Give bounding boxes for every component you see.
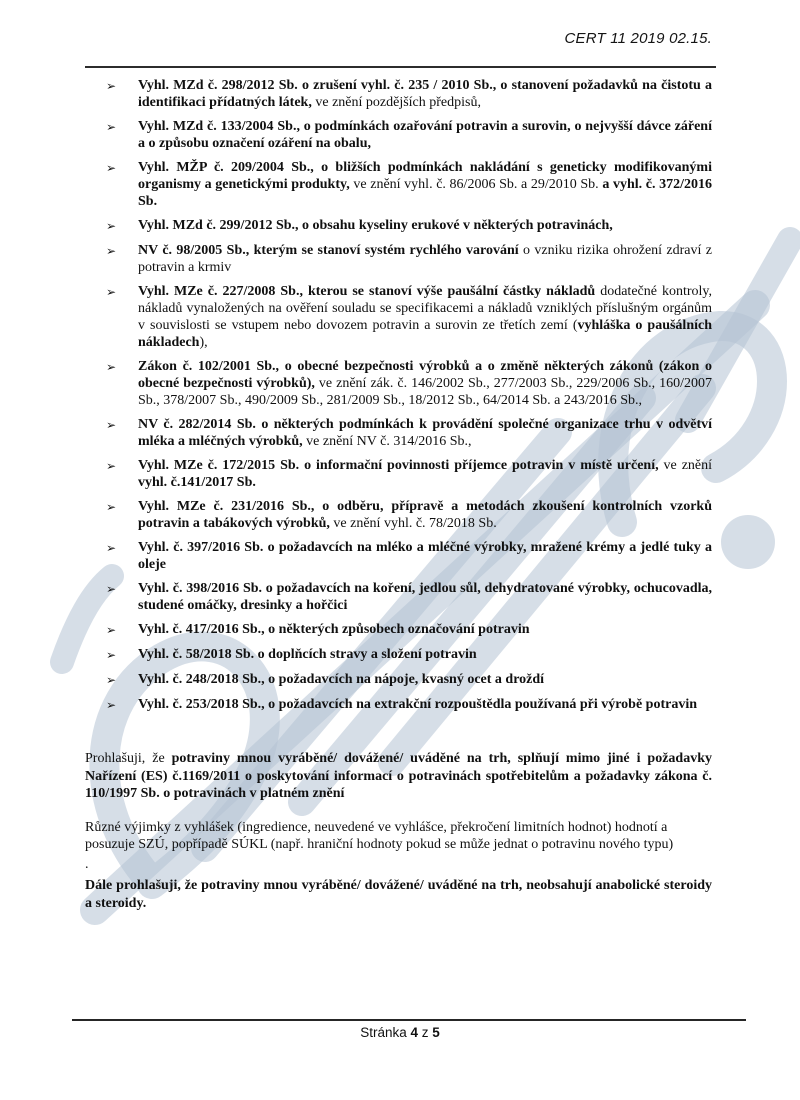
list-item bbox=[85, 498, 712, 532]
regulation-text: Vyhl. MZd č. 133/2004 Sb., o podmínkách ozařování potravin a surovin, o nejvyšší dávce záření a o způsobu označení ozáření na obalu, bbox=[138, 119, 712, 151]
arrowhead-right-icon: ➢ bbox=[106, 673, 117, 687]
regulation-text: Vyhl. MZe č. 227/2008 Sb., kterou se stanoví výše paušální částky nákladů dodatečné kontroly, nákladů vynaložených na ověření souladu se specifikacemi a nákladů vzniklých příslušným orgánům v souvislosti se vstupem nebo dovozem potravin a surovin ze třetích zemí (vyhláška o paušálních nákladech), bbox=[138, 284, 713, 350]
regulation-text: Vyhl. č. 58/2018 Sb. o doplňcích stravy a složení potravin bbox=[138, 647, 477, 662]
regulation-text: Vyhl. č. 248/2018 Sb., o požadavcích na nápoje, kvasný ocet a droždí bbox=[138, 672, 545, 687]
footer-total-pages: 5 bbox=[432, 1025, 440, 1040]
regulation-text: Vyhl. č. 397/2016 Sb. o požadavcích na mléko a mléčné výrobky, mražené krémy a jedlé tuky a oleje bbox=[138, 540, 712, 572]
declaration-paragraph: Dále prohlašuji, že potraviny mnou vyráběné/ dovážené/ uváděné na trh, neobsahují anabolické steroidy a steroidy. bbox=[85, 878, 712, 911]
regulation-list bbox=[85, 77, 712, 714]
list-item bbox=[85, 283, 712, 351]
footer-divider bbox=[72, 1019, 746, 1021]
list-item bbox=[85, 457, 712, 491]
arrowhead-right-icon: ➢ bbox=[106, 418, 117, 432]
footer-of-word: z bbox=[421, 1025, 429, 1040]
arrowhead-right-icon: ➢ bbox=[106, 219, 117, 233]
declaration-paragraph: . bbox=[85, 856, 89, 872]
list-item bbox=[85, 358, 712, 409]
list-item bbox=[85, 217, 712, 235]
list-item bbox=[85, 242, 712, 276]
arrowhead-right-icon: ➢ bbox=[106, 79, 117, 93]
arrowhead-right-icon: ➢ bbox=[106, 698, 117, 712]
regulation-text: Zákon č. 102/2001 Sb., o obecné bezpečnosti výrobků a o změně některých zákonů (zákon o obecné bezpečnosti výrobků), ve znění zák. č. 146/2002 Sb., 277/2003 Sb., 229/2006 Sb., 160/2007 Sb., 378/2007 Sb., 490/2009 Sb., 281/2009 Sb., 18/2012 Sb., 64/2014 Sb. a 243/2016 Sb., bbox=[138, 359, 712, 408]
regulation-text: Vyhl. č. 417/2016 Sb., o některých způsobech označování potravin bbox=[138, 622, 530, 637]
list-item bbox=[85, 118, 712, 152]
arrowhead-right-icon: ➢ bbox=[106, 459, 117, 473]
arrowhead-right-icon: ➢ bbox=[106, 623, 117, 637]
header-divider bbox=[85, 66, 716, 68]
list-item bbox=[85, 539, 712, 573]
list-item bbox=[85, 159, 712, 210]
list-item bbox=[85, 580, 712, 614]
list-item bbox=[85, 77, 712, 111]
arrowhead-right-icon: ➢ bbox=[106, 161, 117, 175]
arrowhead-right-icon: ➢ bbox=[106, 582, 117, 596]
regulation-text: Vyhl. č. 253/2018 Sb., o požadavcích na extrakční rozpouštědla používaná při výrobě potravin bbox=[138, 697, 698, 712]
regulation-text: Vyhl. MZd č. 298/2012 Sb. o zrušení vyhl. č. 235 / 2010 Sb., o stanovení požadavků na čistotu a identifikaci přídatných látek, ve znění pozdějších předpisů, bbox=[138, 78, 712, 110]
arrowhead-right-icon: ➢ bbox=[106, 120, 117, 134]
regulation-text: Vyhl. MZe č. 231/2016 Sb., o odběru, přípravě a metodách zkoušení kontrolních vzorků potravin a tabákových výrobků, ve znění vyhl. č. 78/2018 Sb. bbox=[138, 499, 712, 531]
arrowhead-right-icon: ➢ bbox=[106, 360, 117, 374]
regulation-text: NV č. 282/2014 Sb. o některých podmínkách k provádění společné organizace trhu v odvětví mléka a mléčných výrobků, ve znění NV č. 314/2016 Sb., bbox=[138, 417, 712, 449]
list-item bbox=[85, 646, 712, 664]
declaration-paragraph: Prohlašuji, že potraviny mnou vyráběné/ dovážené/ uváděné na trh, splňují mimo jiné i požadavky Nařízení (ES) č.1169/2011 o poskytování informací o potravinách spotřebitelům a požadavky zákona č. 110/1997 Sb. o potravinách v platném znění bbox=[85, 751, 712, 801]
footer-label: Stránka bbox=[360, 1025, 407, 1040]
list-item bbox=[85, 621, 712, 639]
regulation-text: Vyhl. MZe č. 172/2015 Sb. o informační povinnosti příjemce potravin v místě určení, ve znění vyhl. č.141/2017 Sb. bbox=[138, 458, 713, 490]
list-item bbox=[85, 671, 712, 689]
list-item bbox=[85, 416, 712, 450]
footer-current-page: 4 bbox=[410, 1025, 418, 1040]
list-item bbox=[85, 696, 712, 714]
arrowhead-right-icon: ➢ bbox=[106, 648, 117, 662]
regulation-text: Vyhl. MZd č. 299/2012 Sb., o obsahu kyseliny erukové v některých potravinách, bbox=[138, 218, 613, 233]
declaration-paragraph: Různé výjimky z vyhlášek (ingredience, neuvedené ve vyhlášce, překročení limitních hodnot) hodnotí a posuzuje SZÚ, popřípadě SÚKL (např. hraniční hodnoty pokud se může jednat o potravinu nového typu) bbox=[85, 819, 674, 852]
regulation-text: Vyhl. č. 398/2016 Sb. o požadavcích na koření, jedlou sůl, dehydratované výrobky, ochucovadla, studené omáčky, dresinky a hořčici bbox=[138, 581, 712, 613]
declaration-paragraphs bbox=[85, 750, 712, 912]
arrowhead-right-icon: ➢ bbox=[106, 285, 117, 299]
arrowhead-right-icon: ➢ bbox=[106, 500, 117, 514]
document-code: CERT 11 2019 02.15. bbox=[564, 30, 712, 47]
regulation-text: Vyhl. MŽP č. 209/2004 Sb., o bližších podmínkách nakládání s geneticky modifikovanými organismy a genetickými produkty, ve znění vyhl. č. 86/2006 Sb. a 29/2010 Sb. a vyhl. č. 372/2016 Sb. bbox=[138, 160, 713, 209]
page-number-footer bbox=[0, 1025, 800, 1040]
arrowhead-right-icon: ➢ bbox=[106, 244, 117, 258]
arrowhead-right-icon: ➢ bbox=[106, 541, 117, 555]
regulation-text: NV č. 98/2005 Sb., kterým se stanoví systém rychlého varování o vzniku rizika ohrožení zdraví z potravin a krmiv bbox=[138, 243, 712, 275]
